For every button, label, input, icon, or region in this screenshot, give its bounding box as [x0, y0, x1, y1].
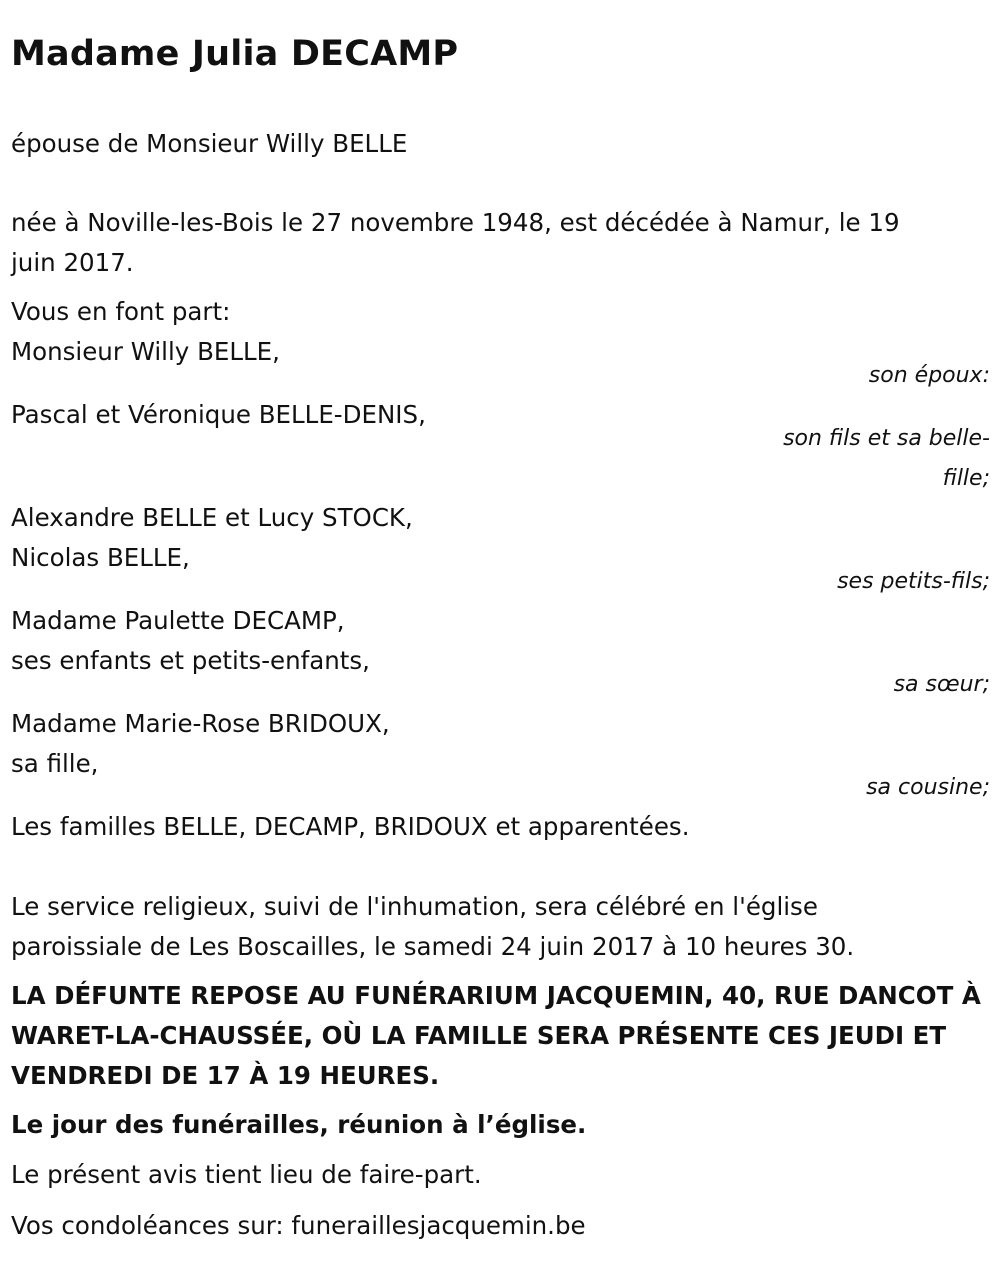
family-name: Madame Paulette DECAMP,	[11, 606, 345, 635]
family-name: Pascal et Véronique BELLE-DENIS,	[11, 400, 426, 429]
family-relation: fille;	[942, 466, 990, 491]
family-name: Madame Marie-Rose BRIDOUX,	[11, 709, 390, 738]
family-name: Nicolas BELLE,	[11, 543, 190, 572]
families-line: Les familles BELLE, DECAMP, BRIDOUX et apparentées.	[11, 812, 690, 841]
family-name: sa fille,	[11, 749, 99, 778]
birth-death-line-2: juin 2017.	[11, 248, 134, 277]
family-name: Alexandre BELLE et Lucy STOCK,	[11, 503, 413, 532]
visitation-line-2: WARET-LA-CHAUSSÉE, OÙ LA FAMILLE SERA PRÉSENTE CES JEUDI ET	[11, 1021, 947, 1050]
family-relation: son époux:	[868, 363, 990, 388]
faire-part-line: Le présent avis tient lieu de faire-part.	[11, 1160, 482, 1189]
family-name: Monsieur Willy BELLE,	[11, 337, 280, 366]
deceased-name: Madame Julia DECAMP	[11, 34, 459, 74]
family-name: ses enfants et petits-enfants,	[11, 646, 370, 675]
visitation-line-1: LA DÉFUNTE REPOSE AU FUNÉRARIUM JACQUEMIN, 40, RUE DANCOT À	[11, 981, 981, 1010]
birth-death-line-1: née à Noville-les-Bois le 27 novembre 1948, est décédée à Namur, le 19	[11, 208, 900, 237]
family-relation: sa cousine;	[866, 775, 990, 800]
announce-intro: Vous en font part:	[11, 297, 231, 326]
family-relation: son fils et sa belle-	[783, 426, 990, 451]
visitation-line-3: VENDREDI DE 17 À 19 HEURES.	[11, 1061, 440, 1090]
service-line-1: Le service religieux, suivi de l'inhumation, sera célébré en l'église	[11, 892, 818, 921]
condolences-line: Vos condoléances sur: funeraillesjacquemin.be	[11, 1211, 586, 1240]
spouse-line: épouse de Monsieur Willy BELLE	[11, 129, 408, 158]
service-line-2: paroissiale de Les Boscailles, le samedi 24 juin 2017 à 10 heures 30.	[11, 932, 855, 961]
funeral-day-line: Le jour des funérailles, réunion à l’église.	[11, 1110, 587, 1139]
family-relation: sa sœur;	[893, 672, 990, 697]
family-relation: ses petits-fils;	[837, 569, 990, 594]
